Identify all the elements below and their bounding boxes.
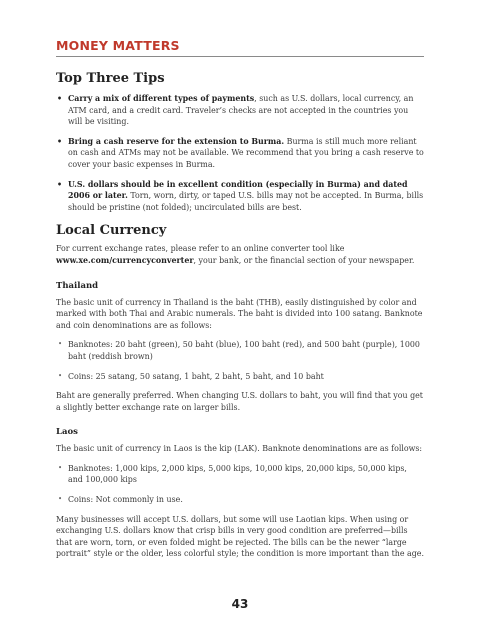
thailand-outro: Baht are generally preferred. When changing U.S. dollars to baht, you will find that you get a slightly better exchange rate on larger bills. [56,391,423,412]
currency-converter-link[interactable]: www.xe.com/currencyconverter [56,255,194,265]
top-tips-heading: Top Three Tips [56,71,165,86]
list-item: • Coins: Not commonly in use. [56,494,424,506]
section-title: MONEY MATTERS [56,38,424,57]
laos-intro: The basic unit of currency in Laos is the kip (LAK). Banknote denominations are as follows: [56,444,423,454]
thailand-list [56,339,424,382]
thailand-heading: Thailand [56,280,99,291]
list-item: • Carry a mix of different types of payments, such as U.S. dollars, local currency, an ATM card, and a credit card. Traveler’s checks are not accepted in the countries you will be visiting. [56,93,424,128]
thailand-intro: The basic unit of currency in Thailand is the baht (THB), easily distinguished by color and marked with both Thai and Arabic numerals. The baht is divided into 100 satang. Banknote and coin denominations are as follows: [56,297,423,330]
laos-list [56,463,424,506]
list-item: • Banknotes: 1,000 kips, 2,000 kips, 5,000 kips, 10,000 kips, 20,000 kips, 50,000 kips, and 100,000 kips [56,463,424,486]
top-tips-list [56,93,424,213]
laos-heading: Laos [56,427,78,438]
page-number: 43 [231,597,249,611]
list-item: • U.S. dollars should be in excellent condition (especially in Burma) and dated 2006 or later. Torn, worn, dirty, or taped U.S. bills may not be accepted. In Burma, bills should be pristine (not folded); uncirculated bills are best. [56,179,424,214]
list-item: • Coins: 25 satang, 50 satang, 1 baht, 2 baht, 5 baht, and 10 baht [56,371,424,383]
list-item: • Bring a cash reserve for the extension to Burma. Burma is still much more reliant on cash and ATMs may not be available. We recommend that you bring a cash reserve to cover your basic expenses in Burma. [56,136,424,171]
local-currency-heading: Local Currency [56,223,167,239]
list-item: • Banknotes: 20 baht (green), 50 baht (blue), 100 baht (red), and 500 baht (purple), 1000 baht (reddish brown) [56,339,424,362]
laos-outro: Many businesses will accept U.S. dollars, but some will use Laotian kips. When using or exchanging U.S. dollars know that crisp bills in very good condition are preferred—bills that are worn, torn, or even folded might be rejected. The bills can be the newer “large portrait” style or the older, less colorful style; the condition is more important than the age. [56,514,424,559]
local-currency-intro: For current exchange rates, please refer to an online converter tool like www.xe.com/currencyconverter, your bank, or the financial section of your newspaper. [56,244,415,265]
